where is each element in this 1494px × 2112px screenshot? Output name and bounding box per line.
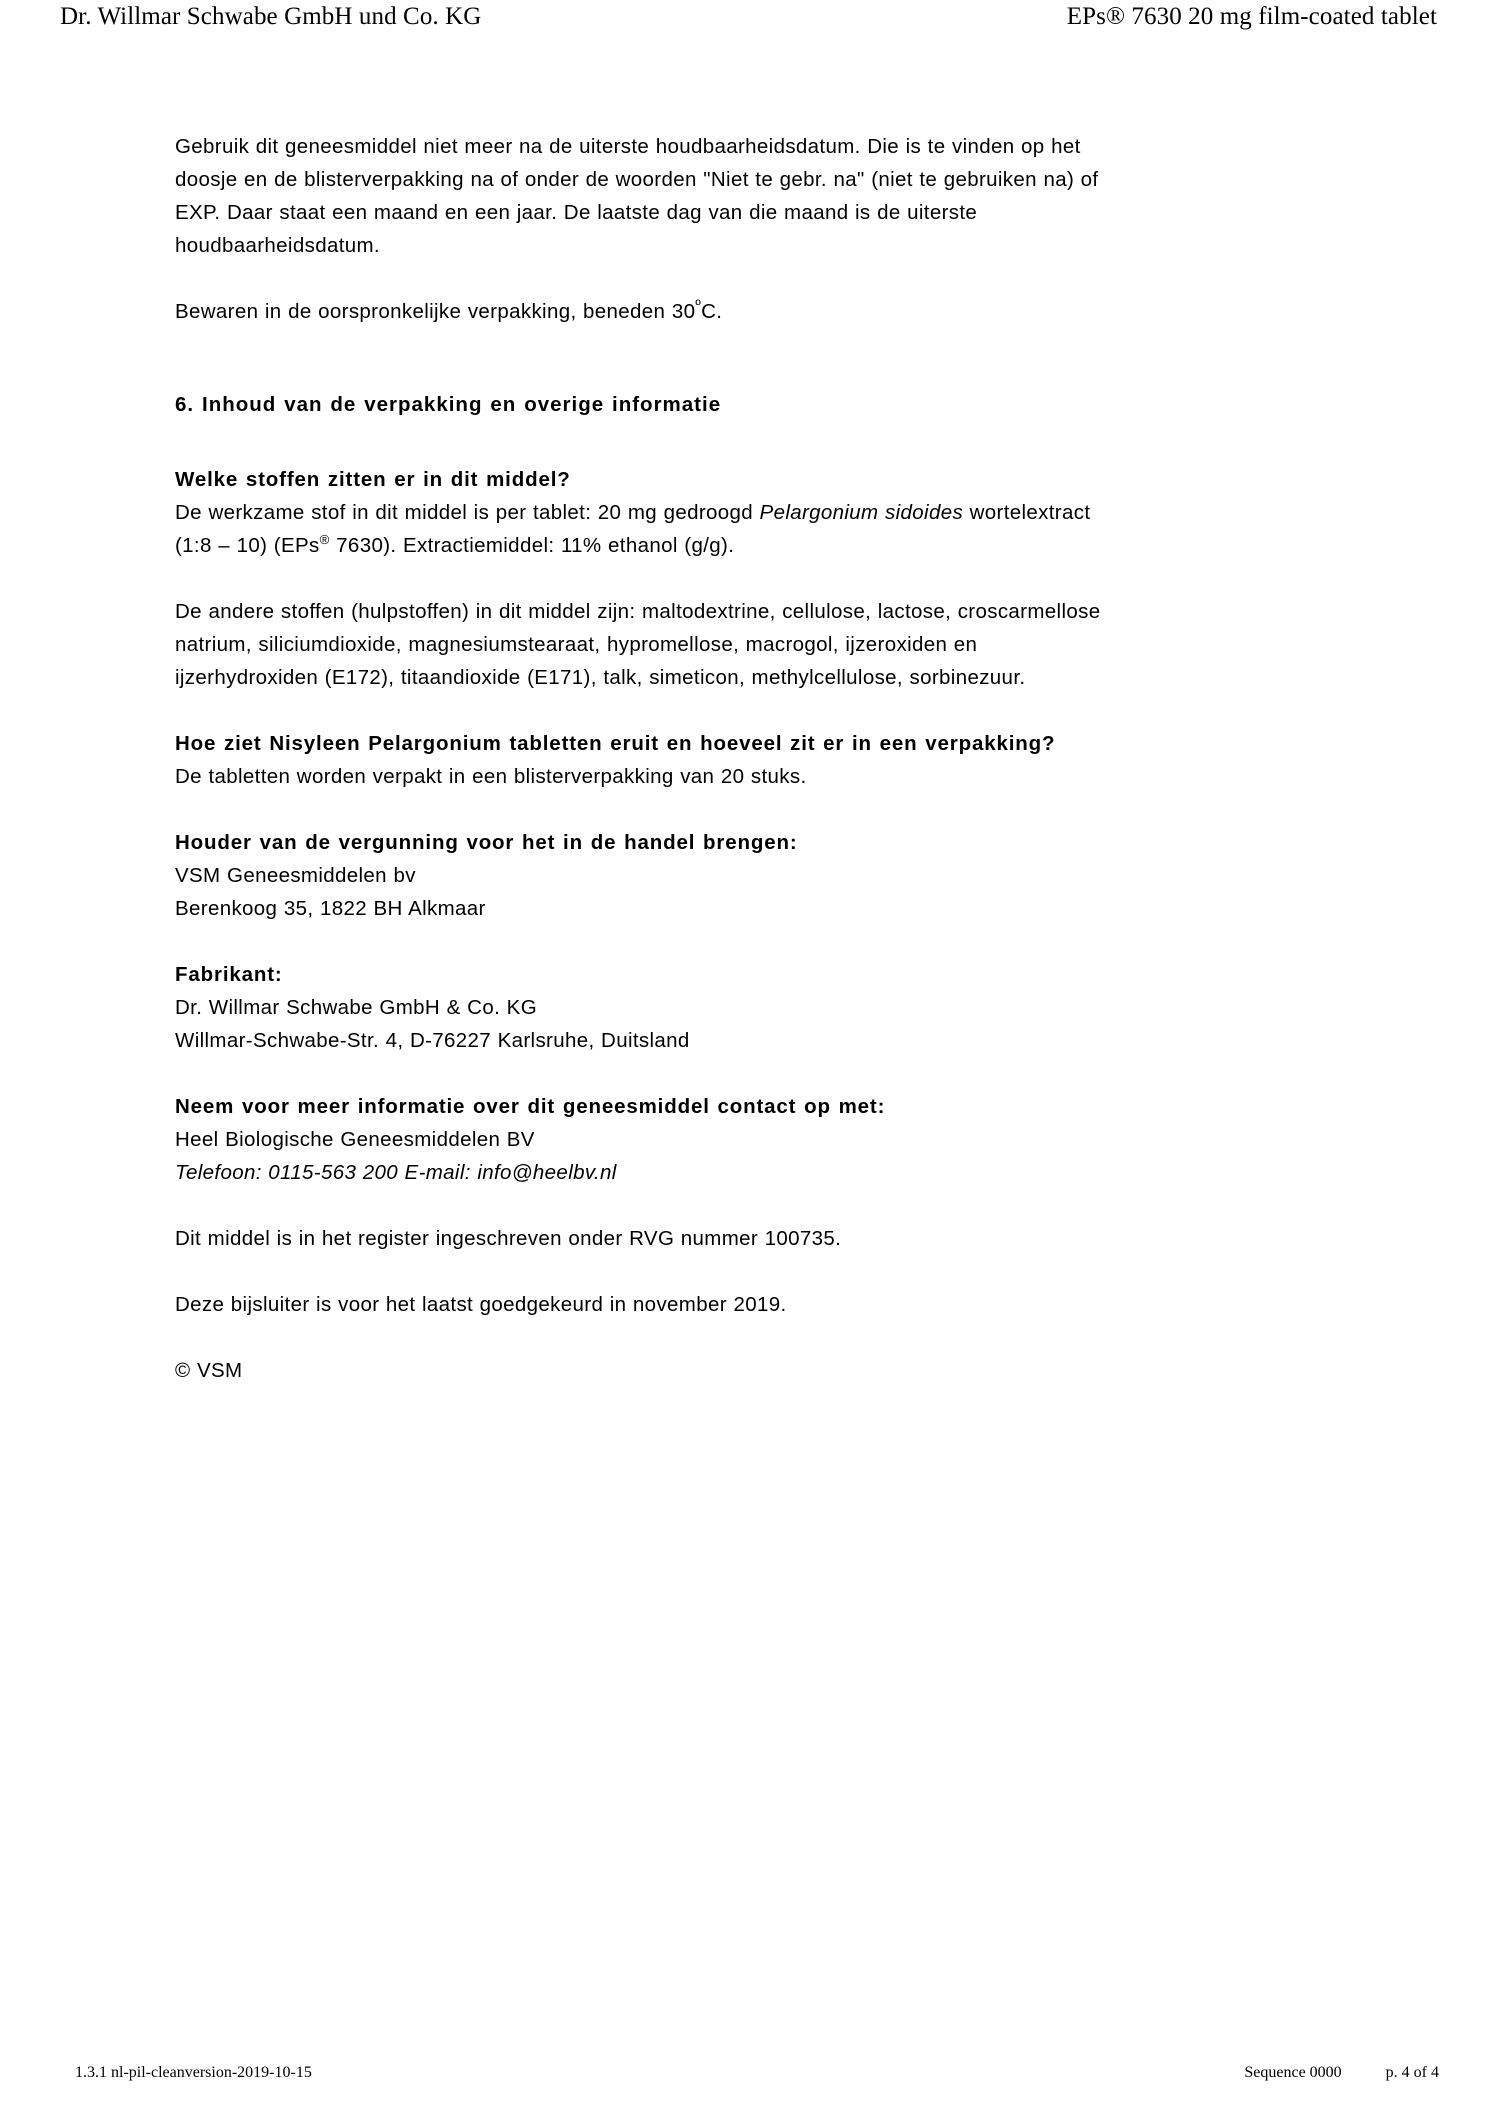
appearance-text: De tabletten worden verpakt in een blisterverpakking van 20 stuks.	[175, 765, 807, 788]
footer-sequence: Sequence 0000	[1244, 2064, 1342, 2081]
spacer	[175, 1057, 1310, 1090]
spacer	[175, 1189, 1310, 1222]
expiry-line-2: doosje en de blisterverpakking na of onder de woorden "Niet te gebr. na" (niet te gebruiken na) of	[175, 168, 1099, 191]
header-company-name: Dr. Willmar Schwabe GmbH und Co. KG	[60, 3, 482, 30]
storage-paragraph	[175, 295, 1310, 328]
running-footer	[75, 2063, 1439, 2083]
spacer	[175, 793, 1310, 826]
extract-solvent-text: 7630). Extractiemiddel: 11% ethanol (g/g).	[329, 534, 735, 557]
contact-name: Heel Biologische Geneesmiddelen BV	[175, 1128, 535, 1151]
spacer	[175, 1321, 1310, 1354]
spacer	[175, 925, 1310, 958]
manufacturer-address: Willmar-Schwabe-Str. 4, D-76227 Karlsruhe, Duitsland	[175, 1029, 690, 1052]
footer-page-number: p. 4 of 4	[1385, 2064, 1439, 2081]
mah-address: Berenkoog 35, 1822 BH Alkmaar	[175, 897, 486, 920]
excipients-line-2: natrium, siliciumdioxide, magnesiumstearaat, hypromellose, macrogol, ijzeroxiden en	[175, 633, 978, 656]
expiry-line-4: houdbaarheidsdatum.	[175, 234, 380, 257]
mah-name: VSM Geneesmiddelen bv	[175, 864, 416, 887]
manufacturer-heading: Fabrikant:	[175, 963, 283, 986]
expiry-paragraph	[175, 130, 1310, 262]
footer-right-group	[1244, 2063, 1439, 2083]
approval-text: Deze bijsluiter is voor het laatst goedgekeurd in november 2019.	[175, 1293, 787, 1316]
contact-heading: Neem voor meer informatie over dit geneesmiddel contact op met:	[175, 1095, 886, 1118]
excipients-paragraph	[175, 595, 1310, 694]
registration-text: Dit middel is in het register ingeschreven onder RVG nummer 100735.	[175, 1227, 842, 1250]
contact-details: Telefoon: 0115-563 200 E-mail: info@heelbv.nl	[175, 1161, 617, 1184]
substances-paragraph	[175, 496, 1310, 562]
spacer	[175, 1255, 1310, 1288]
document-body	[175, 130, 1310, 1387]
degree-ordinal-symbol: º	[695, 298, 702, 315]
spacer	[175, 562, 1310, 595]
copyright-notice: © VSM	[175, 1359, 243, 1382]
extract-ratio-text: (1:8 – 10) (EPs	[175, 534, 320, 557]
substances-heading: Welke stoffen zitten er in dit middel?	[175, 468, 571, 491]
spacer	[175, 694, 1310, 727]
mah-heading: Houder van de vergunning voor het in de handel brengen:	[175, 831, 798, 854]
header-product-name: EPs® 7630 20 mg film-coated tablet	[1066, 3, 1437, 30]
excipients-line-1: De andere stoffen (hulpstoffen) in dit middel zijn: maltodextrine, cellulose, lactose, croscarmellose	[175, 600, 1101, 623]
registered-trademark-icon: ®	[319, 532, 330, 548]
spacer	[175, 421, 1310, 463]
manufacturer-name: Dr. Willmar Schwabe GmbH & Co. KG	[175, 996, 537, 1019]
storage-text-after: C.	[701, 300, 723, 323]
substances-text-before: De werkzame stof in dit middel is per tablet: 20 mg gedroogd	[175, 501, 760, 524]
excipients-line-3: ijzerhydroxiden (E172), titaandioxide (E171), talk, simeticon, methylcellulose, sorbinezuur.	[175, 666, 1026, 689]
botanical-name: Pelargonium sidoides	[759, 501, 964, 524]
section-6-heading: 6. Inhoud van de verpakking en overige informatie	[175, 393, 722, 416]
spacer	[175, 328, 1310, 388]
spacer	[175, 262, 1310, 295]
footer-document-id: 1.3.1 nl-pil-cleanversion-2019-10-15	[75, 2064, 312, 2081]
appearance-heading: Hoe ziet Nisyleen Pelargonium tabletten eruit en hoeveel zit er in een verpakking?	[175, 732, 1056, 755]
expiry-line-1: Gebruik dit geneesmiddel niet meer na de uiterste houdbaarheidsdatum. Die is te vinden op het	[175, 135, 1081, 158]
storage-text-before: Bewaren in de oorspronkelijke verpakking, beneden 30	[175, 300, 696, 323]
running-header	[60, 0, 1439, 46]
expiry-line-3: EXP. Daar staat een maand en een jaar. De laatste dag van die maand is de uiterste	[175, 201, 978, 224]
substances-text-after: wortelextract	[963, 501, 1091, 524]
